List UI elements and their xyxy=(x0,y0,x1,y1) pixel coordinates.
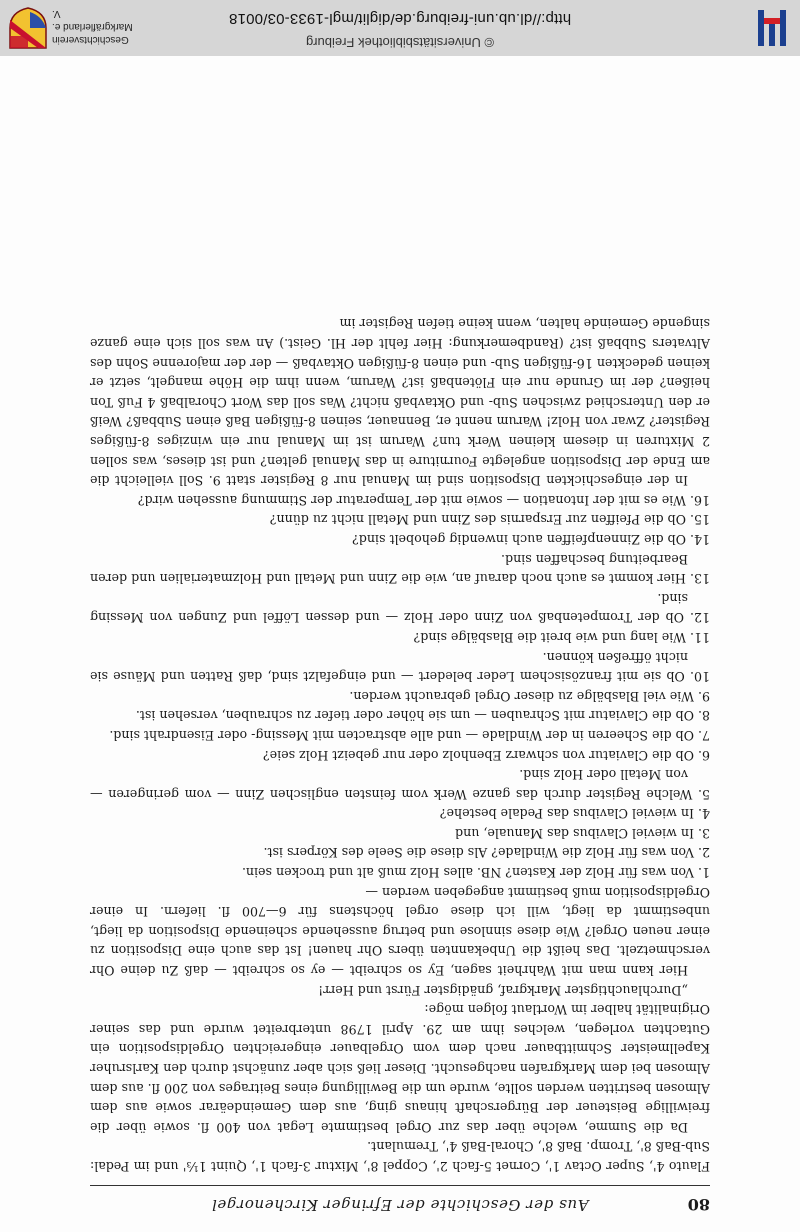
list-item: 13. Hier kommt es auch noch darauf an, wie die Zinn und Metall und Holzmaterialien und deren Bearbeitung beschaffen sind. xyxy=(90,551,710,587)
permalink-url[interactable]: http://dl.ub.uni-freiburg.de/diglit/mgl-1933-03/0018 xyxy=(228,10,572,27)
viewer-toolbar xyxy=(0,0,800,57)
society-name xyxy=(52,7,136,46)
list-item: 16. Wie es mit der Intonation — sowie mit der Temperatur der Stimmung aussehen wird? xyxy=(137,492,710,508)
library-credit: © Universitätsbibliothek Freiburg xyxy=(305,35,495,50)
paragraph: In der eingeschickten Disposition sind im Manual nur 8 Register statt 9. Soll vielleicht die am Ende der Disposition angelegte Fourniture in das Manual gelten? und ist dieses, was sollen 2 Mixturen in diesem kleinen Werk tun? Warum ist im Manual nur ein winziges 8-füßiges Register? Zwar von Holz! Warum nennt er, Bennauer, seinen 8-füßigen Baß einen Subbaß? Weiß er den Unterschied zwischen Sub- und Oktavbaß nicht? Was soll das Wort Choralbaß 4 Fuß Ton heißen? der im Grunde nur ein Flötenbaß ist? Warum, wenn ihm die Höhe mangelt, setzt er keinen gedeckten 16-füßigen Sub- und einen 8-füßigen Oktavbaß — der der majorenne Sohn des Altvaters Subbaß ist? (Randbemerkung: Hier fehlt der Hl. Geist.) An was soll sich eine ganze singende Gemeinde halten, wenn keine tiefen Register im xyxy=(90,316,710,489)
body-text xyxy=(90,314,710,1176)
page-content-rotated xyxy=(0,56,800,1232)
list-item: 1. Von was für Holz der Kasten? NB. alles Holz muß alt und trocken sein. xyxy=(241,865,710,881)
list-item: 14. Ob die Zinnenpfeiffen auch inwendig gehobelt sind? xyxy=(352,532,710,547)
list-item: 7. Ob die Scheeren in der Windlade — und alle abstracten mit Messing- oder Eisendraht sind. xyxy=(109,727,710,743)
toolbar-content xyxy=(0,0,800,56)
list-item: 2. Von was für Holz die Windlade? Als diese die Seele des Körpers ist. xyxy=(263,845,710,861)
list-item: 6. Ob die Claviatur von schwarz Ebenholz oder nur gebeizt Holz seie? xyxy=(262,747,710,763)
coat-of-arms-icon[interactable] xyxy=(8,6,48,50)
society-name-line1: Geschichtsverein xyxy=(52,34,129,45)
list-item: 15. Ob die Pfeiffen zur Ersparnis des Zinn und Metall nicht zu dünn? xyxy=(269,512,710,528)
list-item: 3. In wieviel Clavibus das Manuale, und xyxy=(455,825,710,841)
society-name-line2: Markgräflerland e. V. xyxy=(52,8,133,32)
list-item: 10. Ob sie mit französischem Leder beledert — und eingefalzt sind, daß Ratten und Mäuse sie nicht öffreßen können. xyxy=(90,649,710,685)
list-item: 8. Ob die Claviatur mit Schrauben — um sie höher oder tiefer zu schrauben, versehen ist. xyxy=(135,708,710,724)
list-item: 12. Ob der Trompetenbaß von Zinn oder Holz — und dessen Löffel und Zungen von Messing sind. xyxy=(90,590,710,626)
paragraph: Flauto 4', Super Octav 1', Cornet 5-fach 2', Coppel 8', Mixtur 3-fach 1', Quint 1⅓' und im Pedal: Sub-Baß 8', Tromp. Baß 8', Choral-Baß 4', Tremulant. xyxy=(90,1139,710,1174)
running-head xyxy=(90,1190,710,1214)
list-item: 11. Wie lang und wie breit die Blasbälge sind? xyxy=(413,629,710,645)
header-rule xyxy=(90,1185,710,1186)
list-item: 4. In wieviel Clavibus das Pedale bestehe? xyxy=(439,806,710,822)
scanned-page xyxy=(0,56,800,1232)
page-number: 80 xyxy=(687,1195,710,1214)
paragraph: Hier kann man mit Wahrheit sagen, Ey so schreibt — ey so schreibt — daß Zu deine Ohr verschmetzelt. Das heißt die Unbekannten übers Ohr hauen! Ist das auch eine Disposition zu einer neuen Orgel? Wie diese sinnlose und betrug aussehende scheinende Disposition da liegt, unbestimmt da liegt, will ich diese orgel höchstens für 6—700 fl. liefern. In einer Orgeldisposition muß bestimmt angegeben werden — xyxy=(90,884,710,979)
list-item: 9. Wie viel Blasbälge zu dieser Orgel gebraucht werden. xyxy=(349,688,710,704)
running-head-title: Aus der Geschichte der Efringer Kirchenorgel xyxy=(211,1196,589,1214)
ub-freiburg-logo-icon[interactable] xyxy=(752,6,792,50)
paragraph: „Durchlauchtigster Markgraf, gnädigster Fürst und Herr! xyxy=(318,982,688,998)
list-item: 5. Welche Register durch das ganze Werk vom feinsten englischen Zinn — vom geringeren — von Metall oder Holz sind. xyxy=(90,767,710,802)
paragraph: Da die Summe, welche über das zur Orgel bestimmte Legat von 400 fl. sowie über die freiwillige Beisteuer der Bürgerschaft hinaus ging, aus dem Gemeindeärar sowie aus dem Almosen bestritten werden sollte, wurde um die Bewilligung eines Beitrages von 200 fl. aus dem Almosen bei dem Markgrafen nachgesucht. Dieser ließ sich aber zunächst durch den Karlsruher Kapellmeister Schmittbauer nach dem vom Orgelbauer eingereichten Orgeldisposition ein Gutachten vorlegen, welches ihm am 29. April 1798 unterbreitet wurde und das seiner Originalität halber im Wortlaut folgen möge: xyxy=(90,1002,710,1135)
